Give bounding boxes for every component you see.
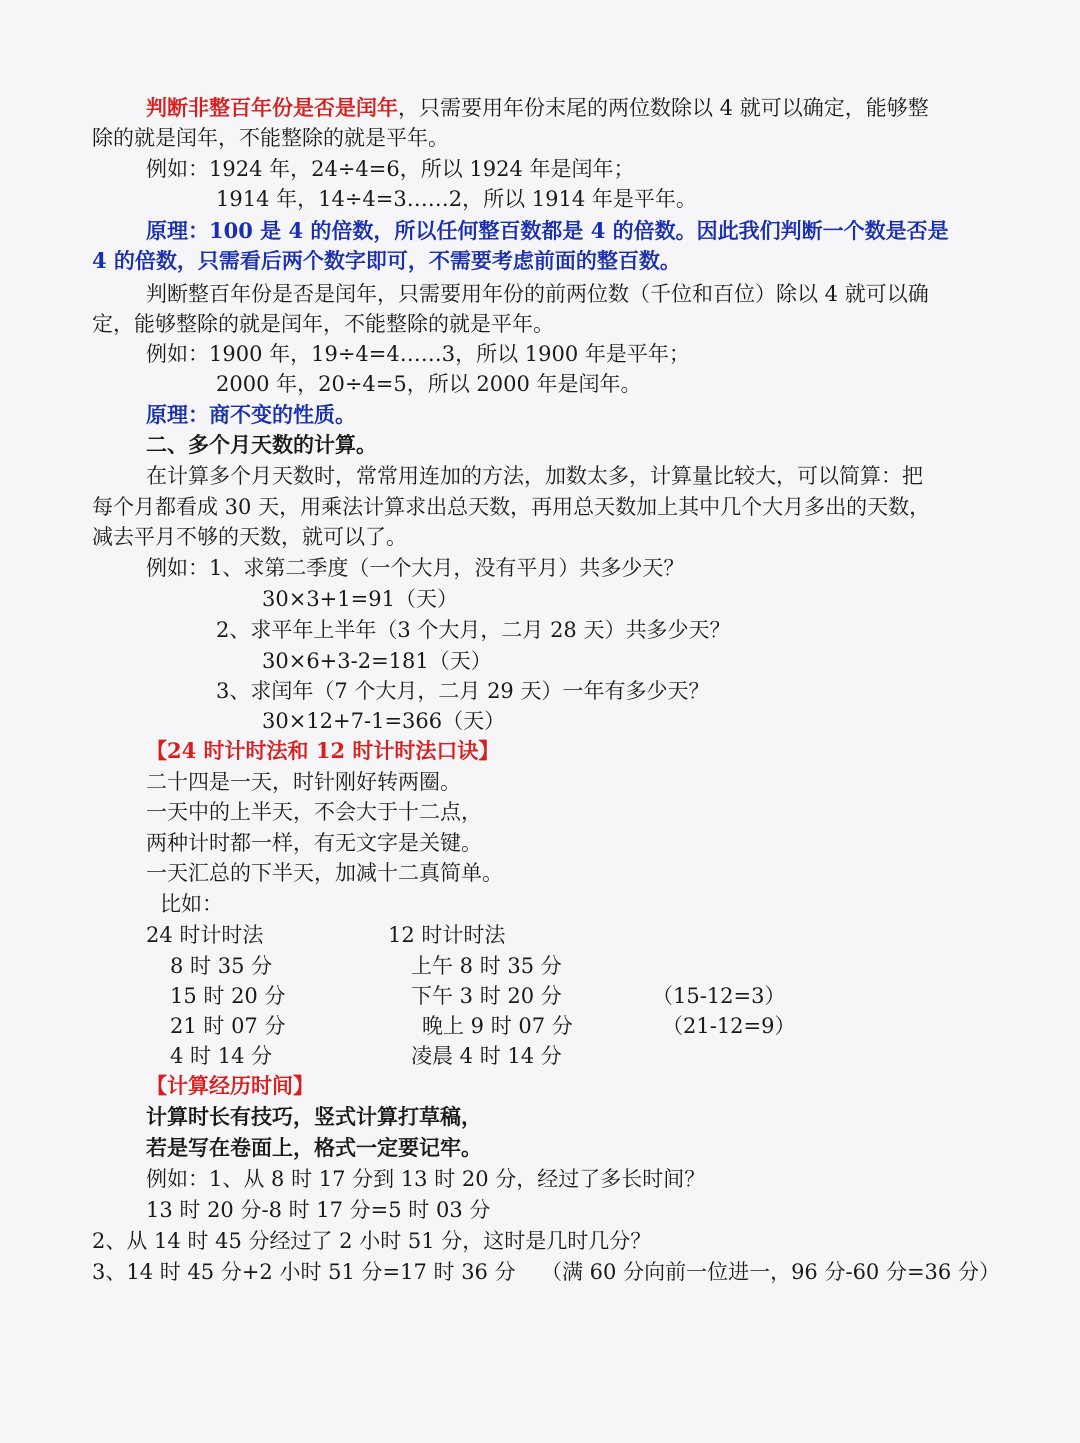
time-row-12h: 上午 8 时 35 分: [411, 954, 562, 978]
months-answer-2: 30×6+3-2=181（天）: [262, 649, 492, 673]
rhyme-24h-line4: 一天汇总的下半天，加减十二真简单。: [146, 861, 503, 885]
time-row-24h: 8 时 35 分: [170, 954, 273, 978]
example-1924: 例如：1924 年，24÷4=6，所以 1924 年是闰年；: [146, 157, 635, 181]
section-heading-24h: 【24 时计时法和 12 时计时法口诀】: [146, 738, 500, 763]
time-row-note: （21-12=9）: [662, 1014, 796, 1038]
principle-1-line2: 4 的倍数，只需看后两个数字即可，不需要考虑前面的整百数。: [92, 248, 681, 273]
century-rule-line1: 判断整百年份是否是闰年，只需要用年份的前两位数（千位和百位）除以 4 就可以确: [146, 282, 929, 306]
months-paragraph-line3: 减去平月不够的天数，就可以了。: [92, 525, 407, 549]
example-1900: 例如：1900 年，19÷4=4……3，所以 1900 年是平年；: [146, 342, 690, 366]
leap-year-rule-line1: [146, 93, 929, 123]
time-row-note: （15-12=3）: [652, 984, 786, 1008]
months-paragraph-line1: 在计算多个月天数时，常常用连加的方法，加数太多，计算量比较大，可以简算：把: [146, 464, 923, 488]
rhyme-24h-line1: 二十四是一天，时针刚好转两圈。: [146, 770, 461, 794]
col-24h-header: 24 时计时法: [146, 923, 264, 947]
example-2000: 2000 年，20÷4=5，所以 2000 年是闰年。: [216, 372, 642, 396]
time-row-24h: 4 时 14 分: [170, 1044, 273, 1068]
principle-1-line1: 原理：100 是 4 的倍数，所以任何整百数都是 4 的倍数。因此我们判断一个数是否是: [146, 218, 949, 243]
time-row-24h: 21 时 07 分: [170, 1014, 286, 1038]
elapsed-example-3-note: （满 60 分向前一位进一，96 分-60 分=36 分）: [541, 1260, 1000, 1284]
elapsed-example-2: 2、从 14 时 45 分经过了 2 小时 51 分，这时是几时几分？: [92, 1229, 652, 1253]
time-row-24h: 15 时 20 分: [170, 984, 286, 1008]
months-answer-3: 30×12+7-1=366（天）: [262, 709, 506, 733]
section-heading-months: 二、多个月天数的计算。: [146, 432, 377, 457]
leap-year-rule-text: ，只需要用年份末尾的两位数除以 4 就可以确定，能够整: [398, 96, 929, 120]
time-row-12h: 下午 3 时 20 分: [411, 984, 562, 1008]
months-paragraph-line2: 每个月都看成 30 天，用乘法计算求出总天数，再用总天数加上其中几个大月多出的天数，: [92, 495, 931, 519]
example-1914: 1914 年，14÷4=3……2，所以 1914 年是平年。: [216, 187, 697, 211]
months-question-2: 2、求平年上半年（3 个大月，二月 28 天）共多少天？: [216, 618, 731, 642]
col-12h-header: 12 时计时法: [388, 923, 506, 947]
elapsed-example-1-answer: 13 时 20 分-8 时 17 分=5 时 03 分: [146, 1198, 491, 1222]
principle-2: 原理：商不变的性质。: [146, 402, 356, 427]
rhyme-elapsed-line1: 计算时长有技巧，竖式计算打草稿，: [146, 1104, 482, 1129]
rhyme-24h-line2: 一天中的上半天，不会大于十二点，: [146, 800, 482, 824]
rhyme-elapsed-line2: 若是写在卷面上，格式一定要记牢。: [146, 1135, 482, 1160]
leap-year-rule-line2: 除的就是闰年，不能整除的就是平年。: [92, 126, 449, 150]
century-rule-line2: 定，能够整除的就是闰年，不能整除的就是平年。: [92, 312, 554, 336]
example-label: 比如：: [160, 892, 223, 916]
months-question-3: 3、求闰年（7 个大月，二月 29 天）一年有多少天？: [216, 679, 710, 703]
time-row-12h: 晚上 9 时 07 分: [422, 1014, 573, 1038]
months-answer-1: 30×3+1=91（天）: [262, 587, 458, 611]
elapsed-example-3: 3、14 时 45 分+2 小时 51 分=17 时 36 分: [92, 1260, 516, 1284]
leap-year-rule-title: 判断非整百年份是否是闰年: [146, 95, 398, 120]
months-question-1: 例如：1、求第二季度（一个大月，没有平月）共多少天？: [146, 556, 685, 580]
section-heading-elapsed: 【计算经历时间】: [146, 1073, 314, 1098]
rhyme-24h-line3: 两种计时都一样，有无文字是关键。: [146, 831, 482, 855]
elapsed-example-1: 例如：1、从 8 时 17 分到 13 时 20 分，经过了多长时间？: [146, 1167, 706, 1191]
time-row-12h: 凌晨 4 时 14 分: [411, 1044, 562, 1068]
